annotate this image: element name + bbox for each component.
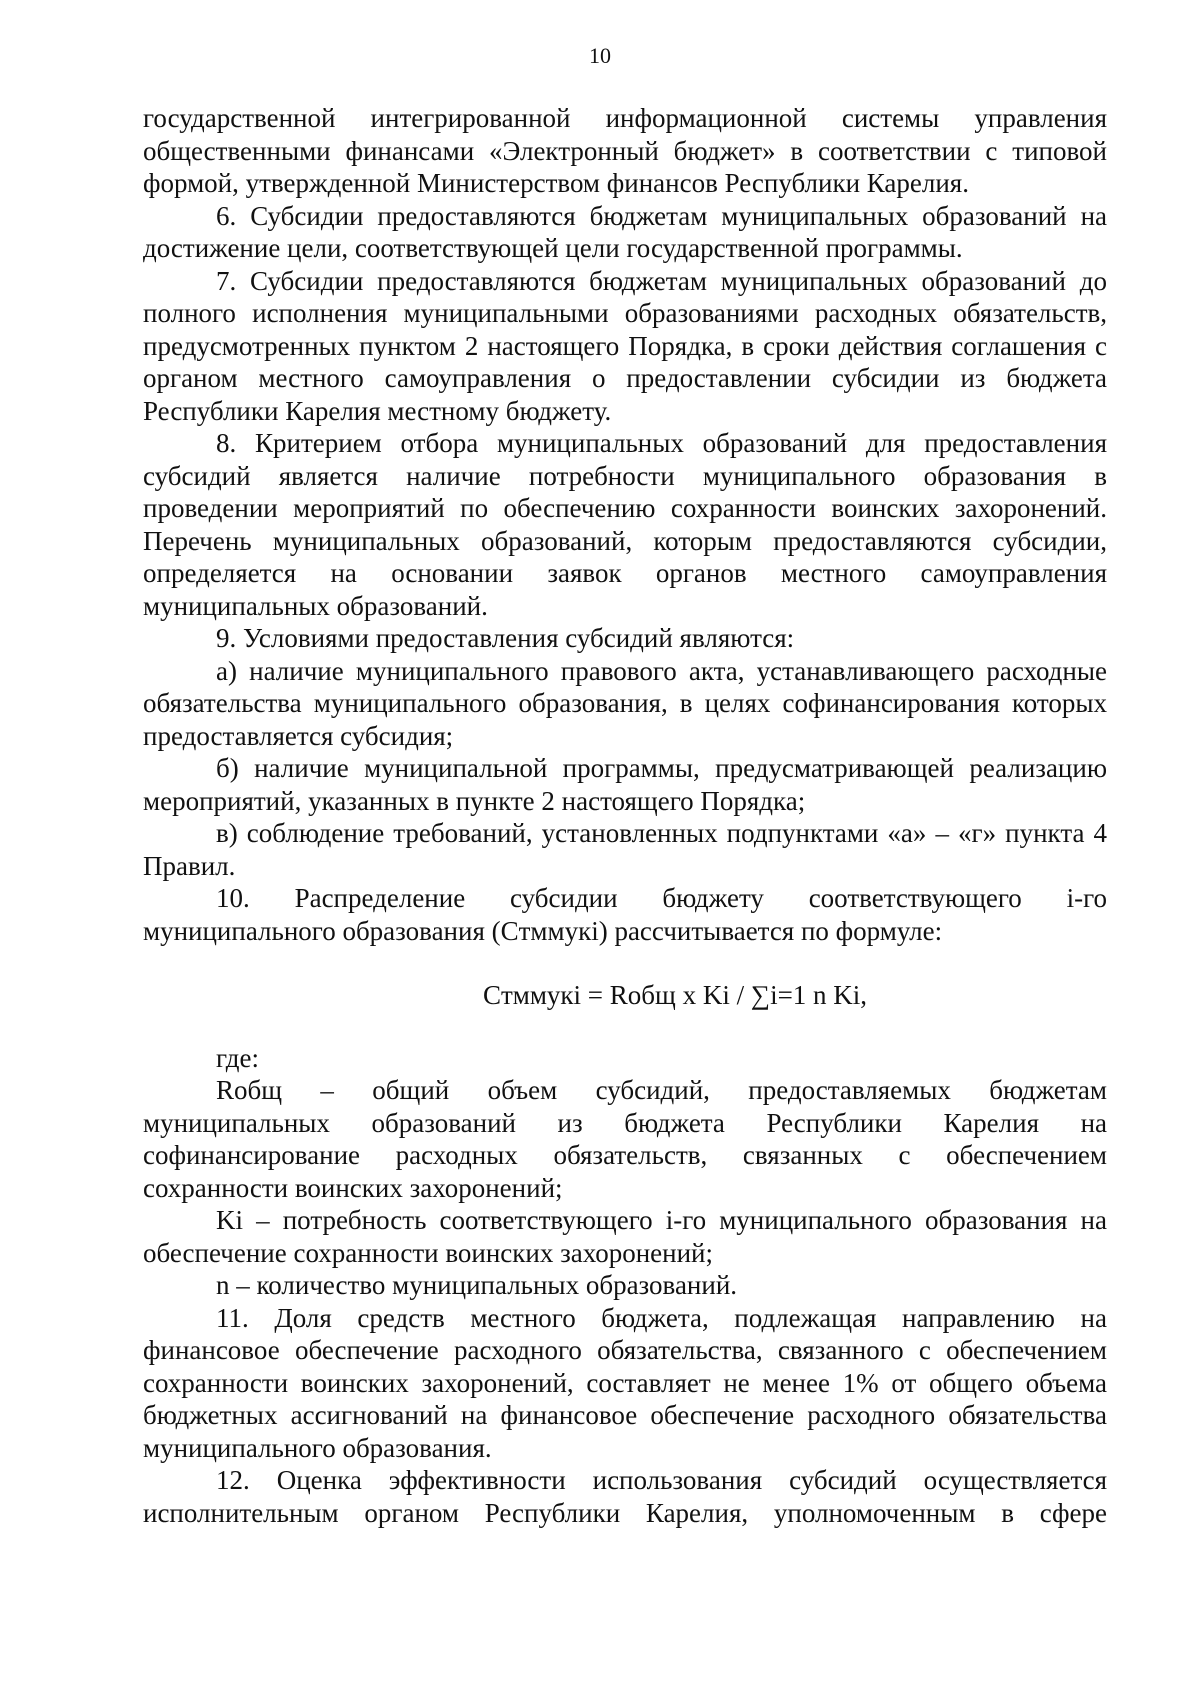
page-number: 10 (589, 43, 611, 68)
paragraph-9a: а) наличие муниципального правового акта, устанавливающего расходные обязательства муниципального образования, в целях софинансирования которых предоставляется субсидия; (143, 655, 1107, 751)
paragraph-6: 6. Субсидии предоставляются бюджетам муниципальных образований на достижение цели, соответствующей цели государственной программы. (143, 200, 1107, 263)
definition-k-need: Ki – потребность соответствующего i-го муниципального образования на обеспечение сохранности воинских захоронений; (143, 1205, 1107, 1268)
document-body (143, 102, 1107, 1529)
paragraph-continuation: государственной интегрированной информационной системы управления общественными финансами «Электронный бюджет» в соответствии с типовой формой, утвержденной Министерством финансов Республики Карелия. (143, 103, 1107, 198)
paragraph-9: 9. Условиями предоставления субсидий являются: (216, 623, 795, 653)
paragraph-7: 7. Субсидии предоставляются бюджетам муниципальных образований до полного исполнения муниципальными образованиями расходных обязательств, предусмотренных пунктом 2 настоящего Порядка, в сроки действия соглашения с органом местного самоуправления о предоставлении субсидии из бюджета Республики Карелия местному бюджету. (143, 265, 1107, 426)
paragraph-9c: в) соблюдение требований, установленных подпунктами «а» – «г» пункта 4 Правил. (143, 818, 1107, 881)
paragraph-9b: б) наличие муниципальной программы, предусматривающей реализацию мероприятий, указанных в пункте 2 настоящего Порядка; (143, 753, 1107, 816)
paragraph-8: 8. Критерием отбора муниципальных образований для предоставления субсидий является наличие потребности муниципального образования в проведении мероприятий по обеспечению сохранности воинских захоронений. Перечень муниципальных образований, которым предоставляются субсидии, определяется на основании заявок органов местного самоуправления муниципальных образований. (143, 428, 1107, 621)
formula-where-label: где: (216, 1042, 259, 1073)
paragraph-12: 12. Оценка эффективности использования субсидий осуществляется исполнительным органом Республики Карелия, уполномоченным в сфере (143, 1465, 1107, 1528)
definition-n-count: n – количество муниципальных образований. (216, 1270, 738, 1300)
distribution-formula: Cтммукi = Rобщ х Ki / ∑i=1 n Ki, (482, 980, 868, 1010)
paragraph-10: 10. Распределение субсидии бюджету соответствующего i-го муниципального образования (Cтммукi) рассчитывается по формуле: (143, 883, 1107, 946)
paragraph-11: 11. Доля средств местного бюджета, подлежащая направлению на финансовое обеспечение расходного обязательства, связанного с обеспечением сохранности воинских захоронений, составляет не менее 1% от общего объема бюджетных ассигнований на финансовое обеспечение расходного обязательства муниципального образования. (143, 1302, 1107, 1463)
definition-r-total: Rобщ – общий объем субсидий, предоставляемых бюджетам муниципальных образований из бюджета Республики Карелия на софинансирование расходных обязательств, связанных с обеспечением сохранности воинских захоронений; (143, 1075, 1107, 1203)
